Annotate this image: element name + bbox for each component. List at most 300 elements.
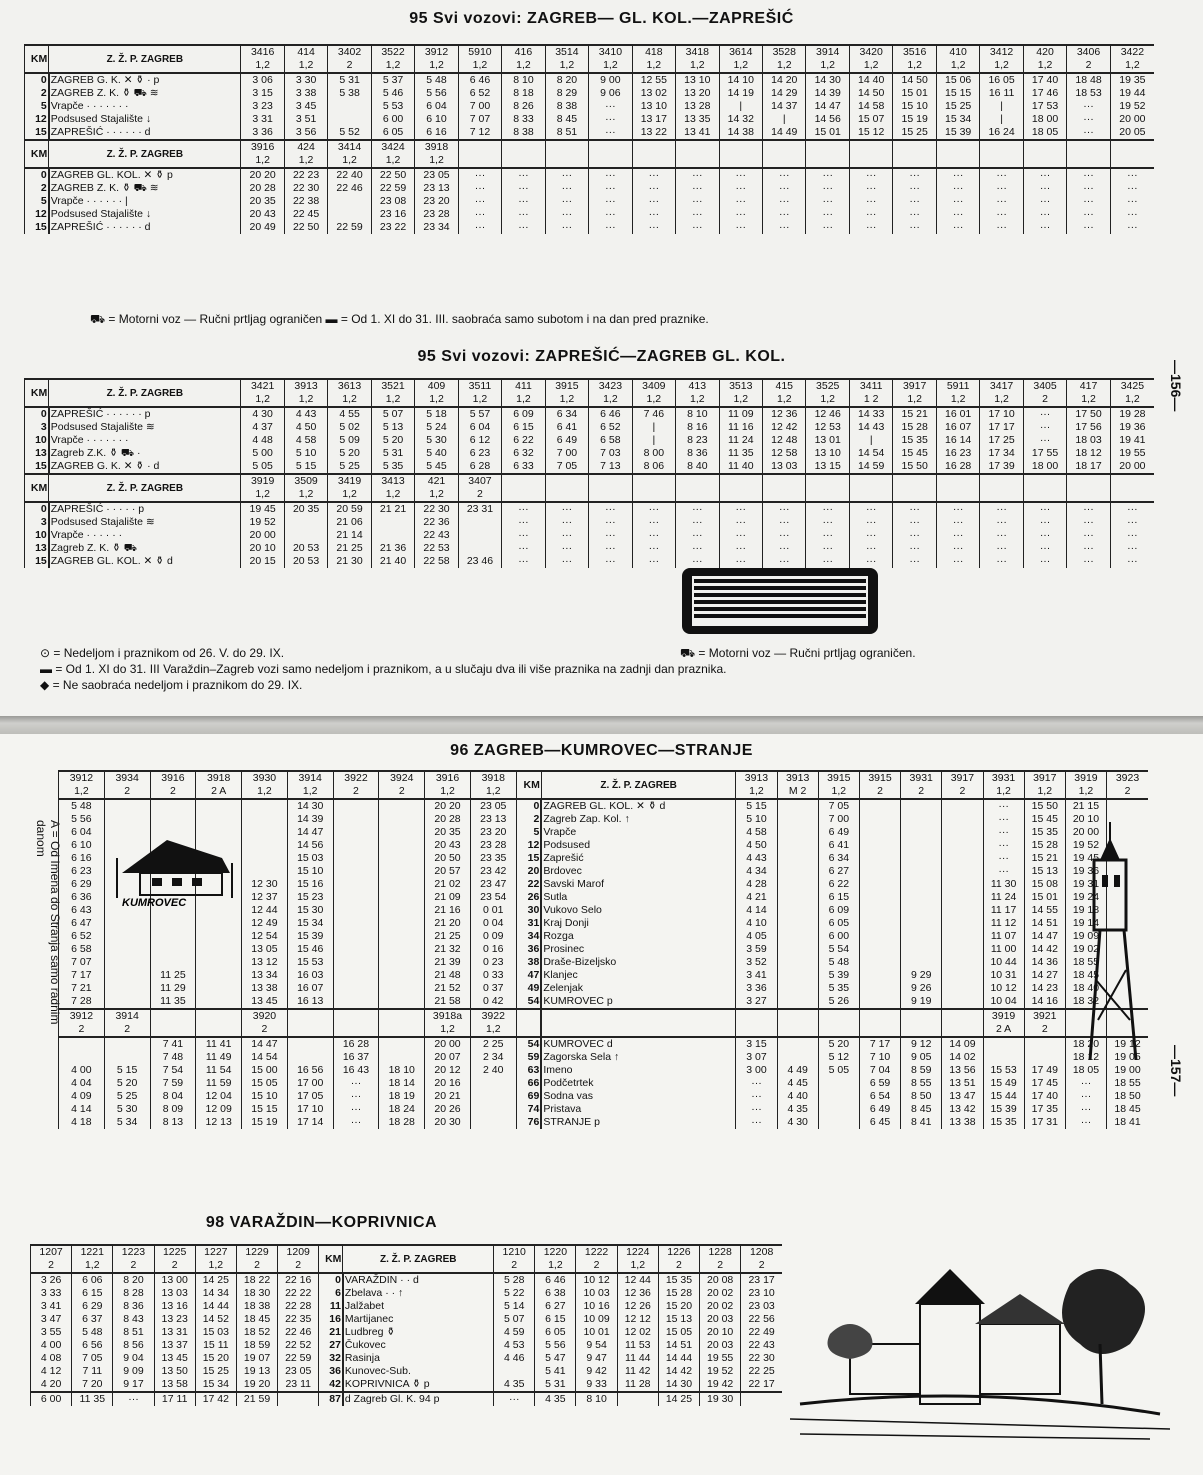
train-number-header: [415, 45, 458, 73]
departure-time: [942, 943, 983, 956]
km-value: 16: [319, 1313, 343, 1326]
station-name: STRANJE p: [541, 1116, 736, 1129]
train-number-header: [777, 771, 818, 799]
departure-time: 12 54: [242, 930, 288, 943]
empty-cell: ···: [1110, 221, 1154, 234]
train-number-header: [458, 474, 501, 502]
connection-time: 17 42: [195, 1392, 236, 1406]
train-number-header: [470, 771, 516, 799]
departure-time: 9 05: [901, 1051, 942, 1064]
departure-time: [983, 1051, 1024, 1064]
departure-time: 20 07: [425, 1051, 471, 1064]
departure-time: 14 32: [719, 113, 762, 126]
departure-time: 18 22: [236, 1273, 277, 1287]
train-number-header: [59, 1009, 105, 1037]
empty-cell: ···: [1023, 168, 1066, 182]
departure-time: 12 36: [617, 1287, 658, 1300]
departure-time: 18 03: [1067, 434, 1110, 447]
departure-time: 20 30: [425, 1116, 471, 1129]
departure-time: 14 30: [287, 799, 333, 813]
train-number: 3915: [555, 380, 579, 392]
train-number-header: [893, 379, 936, 407]
train-number-header: [859, 771, 900, 799]
departure-time: 18 17: [1067, 460, 1110, 474]
departure-time: 4 05: [736, 930, 777, 943]
train-number-header: [425, 1009, 471, 1037]
empty-cell: ···: [806, 555, 849, 568]
departure-time: 13 37: [154, 1339, 195, 1352]
departure-time: 16 28: [333, 1037, 379, 1051]
departure-time: [777, 995, 818, 1009]
departure-time: 8 16: [676, 421, 719, 434]
departure-time: 23 03: [741, 1300, 782, 1313]
empty-cell: ···: [502, 182, 545, 195]
departure-time: 20 08: [700, 1273, 741, 1287]
train-class: 1,2: [516, 59, 531, 71]
station-name: Zagreb Zap. Kol. ↑: [541, 813, 736, 826]
departure-time: 5 39: [818, 969, 859, 982]
departure-time: 20 35: [284, 502, 327, 516]
departure-time: 15 01: [893, 87, 936, 100]
departure-time: [818, 1103, 859, 1116]
legend-95-a: ⛟ = Motorni voz — Ručni prtljag ograničen ▬ = Od 1. XI do 31. III. saobraća samo subotom i na dan pred praznike.: [90, 312, 709, 326]
departure-time: [777, 839, 818, 852]
departure-time: 12 26: [617, 1300, 658, 1313]
departure-time: 22 52: [278, 1339, 319, 1352]
train-class: 2: [758, 1259, 765, 1271]
departure-time: [196, 799, 242, 813]
departure-time: 6 46: [589, 407, 632, 421]
departure-time: [333, 839, 379, 852]
timetable-96-title: 96 ZAGREB—KUMROVEC—STRANJE: [450, 742, 753, 759]
departure-time: 11 00: [983, 943, 1024, 956]
train-class: 1,2: [429, 154, 444, 166]
train-class: 2: [124, 1023, 131, 1035]
empty-cell: ···: [849, 195, 892, 208]
empty-cell: ···: [632, 168, 675, 182]
departure-time: 13 42: [942, 1103, 983, 1116]
empty-cell: ···: [1067, 529, 1110, 542]
departure-time: [777, 943, 818, 956]
departure-time: 9 26: [901, 982, 942, 995]
train-number: 3422: [1120, 46, 1145, 58]
departure-time: 4 28: [736, 878, 777, 891]
departure-time: 20 10: [700, 1326, 741, 1339]
train-number-header: [242, 1009, 288, 1037]
train-class: 2: [48, 1259, 55, 1271]
departure-time: 10 04: [983, 995, 1024, 1009]
station-name: Podsused Stajalište ↓: [49, 113, 241, 126]
train-class: 1,2: [994, 59, 1009, 71]
train-class: 2: [398, 785, 405, 797]
departure-time: 20 00: [1065, 826, 1106, 839]
train-number: 3521: [381, 380, 405, 392]
train-number: 1225: [162, 1246, 187, 1258]
departure-time: 14 23: [1024, 982, 1065, 995]
empty-cell: ···: [632, 516, 675, 529]
departure-time: 0 37: [470, 982, 516, 995]
departure-time: 8 26: [502, 100, 545, 113]
book-fold: [0, 716, 1203, 734]
departure-time: |: [980, 113, 1023, 126]
departure-time: 8 38: [502, 126, 545, 140]
departure-time: [1024, 1051, 1065, 1064]
departure-time: 20 16: [425, 1077, 471, 1090]
departure-time: [942, 813, 983, 826]
departure-time: 15 23: [287, 891, 333, 904]
empty-cell: ···: [676, 516, 719, 529]
departure-time: 15 19: [242, 1116, 288, 1129]
departure-time: [379, 813, 425, 826]
departure-time: [818, 1077, 859, 1090]
departure-time: 4 35: [777, 1103, 818, 1116]
departure-time: [379, 839, 425, 852]
empty-cell: ···: [893, 555, 936, 568]
empty-cell: ···: [502, 555, 545, 568]
departure-time: 13 45: [154, 1352, 195, 1365]
departure-time: 14 44: [195, 1300, 236, 1313]
departure-time: 4 14: [59, 1103, 105, 1116]
departure-time: [859, 995, 900, 1009]
departure-time: [150, 943, 196, 956]
train-class: 2: [346, 59, 353, 71]
departure-time: 13 28: [676, 100, 719, 113]
departure-time: [458, 542, 501, 555]
station-name: Vrapče · · · · · · |: [49, 195, 241, 208]
departure-time: 19 02: [1065, 943, 1106, 956]
departure-time: 21 21: [371, 502, 414, 516]
departure-time: 13 31: [154, 1326, 195, 1339]
empty-cell: [589, 474, 632, 502]
empty-cell: ···: [676, 168, 719, 182]
departure-time: 14 39: [806, 87, 849, 100]
empty-cell: ···: [936, 168, 979, 182]
departure-time: 21 58: [425, 995, 471, 1009]
timetable-95-zagreb-zapresic: [24, 44, 1154, 234]
empty-cell: ···: [806, 168, 849, 182]
empty-cell: ···: [589, 529, 632, 542]
station-name: Martijanec: [343, 1313, 494, 1326]
departure-time: 15 53: [287, 956, 333, 969]
connection-time: 11 35: [72, 1392, 113, 1406]
train-number: 3920: [252, 1010, 277, 1022]
departure-time: [1107, 799, 1148, 813]
empty-cell: ···: [632, 502, 675, 516]
departure-time: 17 46: [1023, 87, 1066, 100]
empty-cell: [676, 140, 719, 168]
departure-time: 6 00: [371, 113, 414, 126]
km-value: 87: [319, 1392, 343, 1406]
empty-cell: ···: [458, 208, 501, 221]
train-number: 3405: [1033, 380, 1057, 392]
km-header: KM: [319, 1245, 343, 1273]
train-number: 3416: [250, 46, 275, 58]
departure-time: ···: [333, 1116, 379, 1129]
departure-time: 4 34: [736, 865, 777, 878]
departure-time: 19 52: [1065, 839, 1106, 852]
departure-time: 11 28: [617, 1378, 658, 1392]
departure-time: [777, 930, 818, 943]
km-value: 2: [516, 813, 541, 826]
departure-time: 15 10: [242, 1090, 288, 1103]
station-name: Ludbreg ⚱: [343, 1326, 494, 1339]
departure-time: [333, 917, 379, 930]
departure-time: 19 14: [1065, 917, 1106, 930]
train-class: 1,2: [429, 59, 444, 71]
train-class: 1,2: [255, 488, 270, 500]
departure-time: 7 11: [72, 1365, 113, 1378]
departure-time: 19 42: [700, 1378, 741, 1392]
departure-time: 15 28: [1024, 839, 1065, 852]
departure-time: 19 09: [1065, 930, 1106, 943]
train-number-header: [1023, 379, 1066, 407]
departure-time: 7 00: [545, 447, 588, 460]
departure-time: 18 05: [1023, 126, 1066, 140]
departure-time: 9 47: [576, 1352, 617, 1365]
departure-time: [104, 969, 150, 982]
departure-time: [859, 852, 900, 865]
departure-time: [379, 1037, 425, 1051]
departure-time: 5 10: [736, 813, 777, 826]
empty-cell: ···: [632, 208, 675, 221]
train-number-header: [1024, 771, 1065, 799]
departure-time: 8 45: [545, 113, 588, 126]
departure-time: 23 34: [415, 221, 458, 234]
departure-time: 18 14: [379, 1077, 425, 1090]
departure-time: 7 28: [59, 995, 105, 1009]
station-name: Savski Marof: [541, 878, 736, 891]
departure-time: 20 20: [241, 168, 284, 182]
departure-time: [150, 930, 196, 943]
departure-time: 6 09: [502, 407, 545, 421]
train-class: 1,2: [907, 393, 922, 405]
departure-time: 14 40: [849, 73, 892, 87]
departure-time: 14 25: [195, 1273, 236, 1287]
train-class: 1,2: [559, 59, 575, 71]
empty-cell: [589, 140, 632, 168]
departure-time: 3 45: [284, 100, 327, 113]
departure-time: 8 36: [113, 1300, 154, 1313]
departure-time: 19 44: [1110, 87, 1154, 100]
departure-time: [287, 1037, 333, 1051]
departure-time: 6 22: [502, 434, 545, 447]
empty-cell: [1110, 140, 1154, 168]
train-number: 3914: [115, 1010, 139, 1022]
departure-time: 18 45: [1065, 969, 1106, 982]
departure-time: 3 51: [284, 113, 327, 126]
departure-time: 8 50: [901, 1090, 942, 1103]
departure-time: ···: [589, 100, 632, 113]
train-number: 3912: [69, 772, 94, 784]
departure-time: 6 15: [72, 1287, 113, 1300]
empty-cell: [1023, 140, 1066, 168]
departure-time: 5 25: [328, 460, 371, 474]
departure-time: 4 58: [736, 826, 777, 839]
departure-time: 17 14: [287, 1116, 333, 1129]
departure-time: 16 01: [936, 407, 979, 421]
empty-cell: ···: [849, 208, 892, 221]
empty-cell: ···: [980, 195, 1023, 208]
train-number-header: [545, 379, 588, 407]
empty-cell: ···: [502, 221, 545, 234]
empty-cell: ···: [589, 182, 632, 195]
departure-time: 3 27: [736, 995, 777, 1009]
empty-cell: ···: [632, 555, 675, 568]
departure-time: 15 12: [849, 126, 892, 140]
train-class: 1,2: [820, 59, 836, 71]
departure-time: 18 59: [236, 1339, 277, 1352]
departure-time: 18 12: [1065, 1051, 1106, 1064]
departure-time: 19 20: [236, 1378, 277, 1392]
departure-time: 8 45: [901, 1103, 942, 1116]
legend-95-b2: ▬ = Od 1. XI do 31. III Varaždin–Zagreb vozi samo nedeljom i praznikom, a u slučaju dva ili više praznika na zadnji dan praznika.: [40, 662, 727, 676]
departure-time: 5 56: [535, 1339, 576, 1352]
empty-cell: ···: [763, 555, 806, 568]
train-number-header: [196, 771, 242, 799]
departure-time: 14 30: [658, 1378, 699, 1392]
empty-cell: ···: [849, 168, 892, 182]
train-number-header: [72, 1245, 113, 1273]
departure-time: [328, 100, 371, 113]
departure-time: [777, 1037, 818, 1051]
departure-time: 13 35: [676, 113, 719, 126]
departure-time: 20 53: [284, 555, 327, 568]
train-class: 1,2: [255, 393, 270, 405]
departure-time: [328, 195, 371, 208]
departure-time: |: [632, 421, 675, 434]
departure-time: 13 38: [242, 982, 288, 995]
departure-time: 15 06: [936, 73, 979, 87]
train-number: 3528: [772, 46, 796, 58]
connection-time: ···: [113, 1392, 154, 1406]
departure-time: 13 16: [154, 1300, 195, 1313]
train-class: 2: [261, 1023, 268, 1035]
timetable-98-title: 98 VARAŽDIN—KOPRIVNICA: [205, 1214, 438, 1231]
train-number-header: [763, 45, 806, 73]
departure-time: 20 57: [425, 865, 471, 878]
empty-cell: ···: [1023, 542, 1066, 555]
departure-time: 20 59: [328, 502, 371, 516]
empty-cell: ···: [936, 516, 979, 529]
departure-time: 5 20: [818, 1037, 859, 1051]
km-header: KM: [25, 140, 49, 168]
departure-time: 5 56: [59, 813, 105, 826]
departure-time: 17 39: [980, 460, 1023, 474]
departure-time: ···: [1023, 434, 1066, 447]
departure-time: 21 20: [425, 917, 471, 930]
train-class: 1,2: [516, 393, 531, 405]
train-number-header: [241, 140, 284, 168]
departure-time: ···: [736, 1077, 777, 1090]
departure-time: 22 43: [741, 1339, 782, 1352]
departure-time: [284, 529, 327, 542]
empty-cell: [502, 140, 545, 168]
departure-time: ···: [1023, 421, 1066, 434]
departure-time: 20 10: [1065, 813, 1106, 826]
departure-time: 14 43: [849, 421, 892, 434]
departure-time: 20 28: [425, 813, 471, 826]
departure-time: 15 35: [983, 1116, 1024, 1129]
train-class: 2: [1085, 59, 1092, 71]
departure-time: 11 30: [983, 878, 1024, 891]
departure-time: 9 04: [113, 1352, 154, 1365]
empty-cell: ···: [719, 182, 762, 195]
train-number-header: [31, 1245, 72, 1273]
train-number: 1208: [749, 1246, 774, 1258]
departure-time: 23 31: [458, 502, 501, 516]
train-number: 1220: [543, 1246, 568, 1258]
departure-time: 3 36: [241, 126, 284, 140]
departure-time: 18 00: [1023, 113, 1066, 126]
empty-cell: ···: [1067, 208, 1110, 221]
train-class: 1,2: [472, 393, 488, 405]
departure-time: ···: [983, 852, 1024, 865]
departure-time: 13 10: [676, 73, 719, 87]
train-class: 1,2: [776, 59, 792, 71]
departure-time: [901, 943, 942, 956]
train-number: 3614: [729, 46, 753, 58]
train-number: 3931: [991, 772, 1016, 784]
train-number: 3919: [1074, 772, 1098, 784]
km-value: 12: [25, 208, 49, 221]
station-name: KOPRIVNICA ⚱ p: [343, 1378, 494, 1392]
departure-time: 3 33: [31, 1287, 72, 1300]
departure-time: 8 10: [502, 73, 545, 87]
train-class: 2: [959, 785, 966, 797]
departure-time: 5 05: [241, 460, 284, 474]
empty-cell: [545, 474, 588, 502]
train-class: 2: [78, 1023, 85, 1035]
departure-time: 20 00: [1110, 460, 1154, 474]
departure-time: ···: [983, 865, 1024, 878]
empty-cell: ···: [1023, 502, 1066, 516]
empty-cell: ···: [589, 168, 632, 182]
train-number: 3923: [1115, 772, 1140, 784]
departure-time: 6 09: [818, 904, 859, 917]
empty-cell: ···: [1067, 502, 1110, 516]
empty-cell: ···: [632, 195, 675, 208]
departure-time: 21 02: [425, 878, 471, 891]
departure-time: ···: [1065, 1090, 1106, 1103]
departure-time: 7 04: [859, 1064, 900, 1077]
empty-cell: ···: [763, 195, 806, 208]
connection-time: [741, 1392, 782, 1406]
km-value: 22: [516, 878, 541, 891]
km-value: 13: [25, 542, 49, 555]
train-class: 1,2: [255, 59, 270, 71]
departure-time: 9 42: [576, 1365, 617, 1378]
train-number: 3423: [598, 380, 623, 392]
departure-time: 12 36: [763, 407, 806, 421]
empty-cell: ···: [589, 208, 632, 221]
departure-time: 15 25: [936, 100, 979, 113]
km-value: 5: [25, 195, 49, 208]
departure-time: 11 54: [196, 1064, 242, 1077]
train-number-header: [741, 1245, 782, 1273]
empty-cell: [849, 474, 892, 502]
departure-time: 12 44: [617, 1273, 658, 1287]
departure-time: 15 44: [983, 1090, 1024, 1103]
departure-time: [333, 982, 379, 995]
departure-time: 4 00: [59, 1064, 105, 1077]
empty-cell: ···: [980, 542, 1023, 555]
zzp-header: Z. Ž. P. ZAGREB: [49, 474, 241, 502]
train-number: 3913: [294, 380, 318, 392]
departure-time: 0 09: [470, 930, 516, 943]
empty-cell: [980, 140, 1023, 168]
train-number: 3917: [902, 380, 927, 392]
departure-time: [777, 813, 818, 826]
